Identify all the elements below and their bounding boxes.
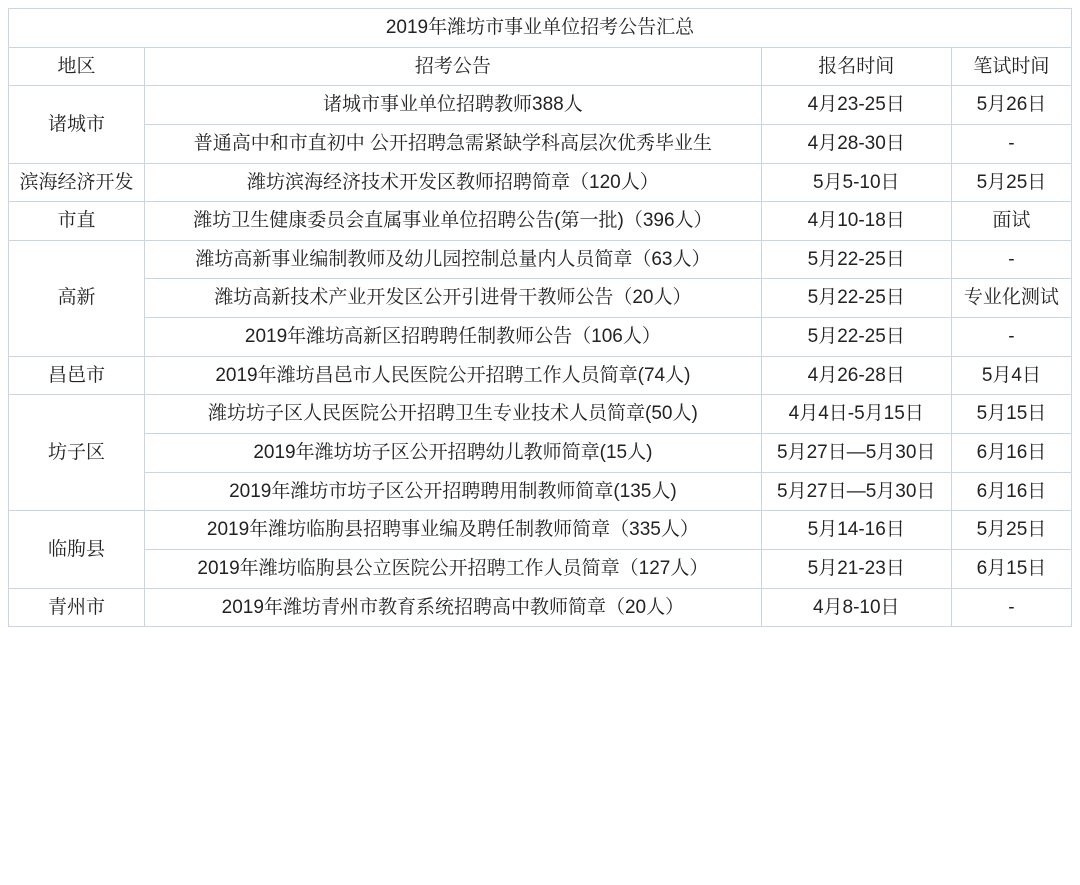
signup-time: 5月5-10日: [761, 163, 951, 202]
table-row: [9, 395, 1072, 434]
signup-time: 4月4日-5月15日: [761, 395, 951, 434]
exam-time: 5月15日: [951, 395, 1071, 434]
column-header-signup-time: 报名时间: [761, 47, 951, 86]
exam-time: 6月16日: [951, 472, 1071, 511]
exam-time: 面试: [951, 202, 1071, 241]
notice-link[interactable]: 2019年潍坊青州市教育系统招聘高中教师简章（20人）: [145, 588, 762, 627]
notice-link[interactable]: 2019年潍坊坊子区公开招聘幼儿教师简章(15人): [145, 434, 762, 473]
signup-time: 5月27日—5月30日: [761, 434, 951, 473]
region-cell: 坊子区: [9, 395, 145, 511]
table-row: [9, 434, 1072, 473]
exam-time: -: [951, 588, 1071, 627]
exam-time: 5月26日: [951, 86, 1071, 125]
table-row: [9, 356, 1072, 395]
notice-link[interactable]: 普通高中和市直初中 公开招聘急需紧缺学科高层次优秀毕业生: [145, 124, 762, 163]
exam-time: 6月16日: [951, 434, 1071, 473]
signup-time: 4月23-25日: [761, 86, 951, 125]
signup-time: 5月14-16日: [761, 511, 951, 550]
signup-time: 4月8-10日: [761, 588, 951, 627]
exam-time: 6月15日: [951, 549, 1071, 588]
column-header-region: 地区: [9, 47, 145, 86]
exam-time: -: [951, 240, 1071, 279]
notice-link[interactable]: 潍坊高新技术产业开发区公开引进骨干教师公告（20人）: [145, 279, 762, 318]
notice-link[interactable]: 2019年潍坊昌邑市人民医院公开招聘工作人员简章(74人): [145, 356, 762, 395]
signup-time: 5月22-25日: [761, 279, 951, 318]
signup-time: 5月22-25日: [761, 318, 951, 357]
notice-link[interactable]: 2019年潍坊临朐县公立医院公开招聘工作人员简章（127人）: [145, 549, 762, 588]
region-cell: 滨海经济开发: [9, 163, 145, 202]
region-cell: 青州市: [9, 588, 145, 627]
region-cell: 市直: [9, 202, 145, 241]
table-row: [9, 511, 1072, 550]
table-row: [9, 549, 1072, 588]
region-cell: 临朐县: [9, 511, 145, 588]
exam-time: 5月4日: [951, 356, 1071, 395]
exam-time: -: [951, 124, 1071, 163]
signup-time: 4月10-18日: [761, 202, 951, 241]
signup-time: 5月27日—5月30日: [761, 472, 951, 511]
table-header-row: [9, 47, 1072, 86]
signup-time: 4月28-30日: [761, 124, 951, 163]
notice-link[interactable]: 2019年潍坊高新区招聘聘任制教师公告（106人）: [145, 318, 762, 357]
exam-time: 5月25日: [951, 511, 1071, 550]
table-row: [9, 86, 1072, 125]
exam-time: -: [951, 318, 1071, 357]
table-row: [9, 279, 1072, 318]
notice-link[interactable]: 2019年潍坊市坊子区公开招聘聘用制教师简章(135人): [145, 472, 762, 511]
region-cell: 昌邑市: [9, 356, 145, 395]
table-row: [9, 124, 1072, 163]
notice-link[interactable]: 潍坊坊子区人民医院公开招聘卫生专业技术人员简章(50人): [145, 395, 762, 434]
table-row: [9, 163, 1072, 202]
table-row: [9, 472, 1072, 511]
signup-time: 4月26-28日: [761, 356, 951, 395]
exam-time: 5月25日: [951, 163, 1071, 202]
table-title: 2019年潍坊市事业单位招考公告汇总: [9, 9, 1072, 48]
signup-time: 5月21-23日: [761, 549, 951, 588]
region-cell: 高新: [9, 240, 145, 356]
notice-link[interactable]: 诸城市事业单位招聘教师388人: [145, 86, 762, 125]
notice-link[interactable]: 潍坊卫生健康委员会直属事业单位招聘公告(第一批)（396人）: [145, 202, 762, 241]
column-header-exam-time: 笔试时间: [951, 47, 1071, 86]
table-row: [9, 240, 1072, 279]
announcement-summary-table: [8, 8, 1072, 627]
column-header-notice: 招考公告: [145, 47, 762, 86]
table-row: [9, 588, 1072, 627]
notice-link[interactable]: 2019年潍坊临朐县招聘事业编及聘任制教师简章（335人）: [145, 511, 762, 550]
notice-link[interactable]: 潍坊高新事业编制教师及幼儿园控制总量内人员简章（63人）: [145, 240, 762, 279]
table-title-row: [9, 9, 1072, 48]
table-row: [9, 202, 1072, 241]
table-row: [9, 318, 1072, 357]
region-cell: 诸城市: [9, 86, 145, 163]
signup-time: 5月22-25日: [761, 240, 951, 279]
notice-link[interactable]: 潍坊滨海经济技术开发区教师招聘简章（120人）: [145, 163, 762, 202]
exam-time: 专业化测试: [951, 279, 1071, 318]
